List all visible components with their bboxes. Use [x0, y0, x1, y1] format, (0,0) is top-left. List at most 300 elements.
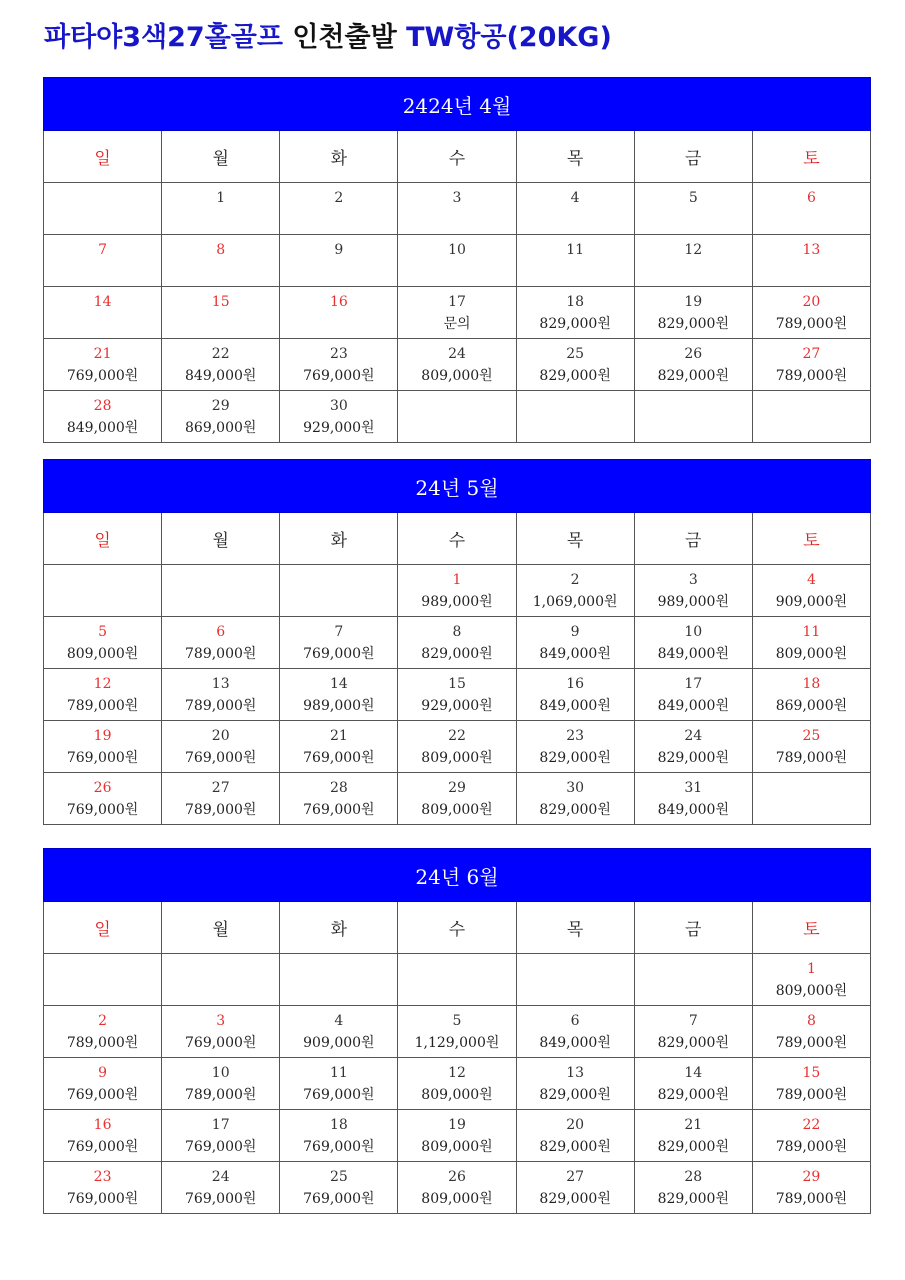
- day-price: 769,000원: [185, 750, 257, 766]
- week-row: [44, 954, 871, 1006]
- day-number: 28: [684, 1169, 703, 1185]
- day-price: 829,000원: [657, 1087, 729, 1103]
- day-cell[interactable]: [162, 183, 280, 235]
- day-cell[interactable]: [516, 721, 634, 773]
- day-number: 30: [566, 780, 585, 796]
- week-row: [44, 287, 871, 339]
- day-number: 1: [806, 961, 816, 977]
- empty-cell: [280, 954, 398, 1006]
- week-row: [44, 183, 871, 235]
- day-price: 849,000원: [66, 420, 139, 436]
- day-price: 849,000원: [657, 802, 729, 818]
- day-number: 4: [570, 190, 580, 206]
- day-number: 19: [684, 294, 703, 310]
- day-cell[interactable]: [44, 287, 162, 339]
- calendar-month-2: [43, 459, 871, 825]
- day-price: 829,000원: [539, 750, 611, 766]
- day-number: 22: [448, 728, 466, 744]
- day-number: 18: [566, 294, 585, 310]
- day-cell[interactable]: [162, 669, 280, 721]
- day-number: 5: [452, 1013, 462, 1029]
- day-price: 829,000원: [539, 1139, 611, 1155]
- day-price: 769,000원: [303, 1087, 375, 1103]
- day-cell[interactable]: [634, 773, 752, 825]
- day-cell[interactable]: [44, 391, 162, 443]
- day-number: 20: [211, 728, 230, 744]
- weekday-label: 토: [752, 513, 870, 565]
- day-number: 29: [802, 1169, 821, 1185]
- empty-cell: [516, 391, 634, 443]
- day-number: 12: [684, 242, 703, 258]
- day-cell[interactable]: [280, 235, 398, 287]
- day-price: 789,000원: [185, 646, 257, 662]
- day-number: 16: [329, 294, 348, 310]
- day-cell[interactable]: [634, 235, 752, 287]
- day-number: 11: [329, 1065, 348, 1081]
- day-price: 849,000원: [657, 646, 729, 662]
- day-price: 769,000원: [66, 368, 139, 384]
- day-number: 9: [570, 624, 580, 640]
- empty-cell: [162, 565, 280, 617]
- day-cell[interactable]: [162, 287, 280, 339]
- day-cell[interactable]: [280, 391, 398, 443]
- day-price: 769,000원: [66, 1139, 139, 1155]
- day-number: 3: [688, 572, 698, 588]
- day-price: 829,000원: [539, 368, 611, 384]
- day-cell[interactable]: [280, 183, 398, 235]
- weekday-label: 일: [44, 131, 162, 183]
- day-number: 29: [211, 398, 230, 414]
- day-number: 25: [566, 346, 585, 362]
- title-airline: TW항공(20KG): [406, 22, 612, 53]
- day-number: 19: [93, 728, 112, 744]
- day-number: 5: [98, 624, 108, 640]
- day-cell[interactable]: [280, 339, 398, 391]
- day-number: 12: [448, 1065, 466, 1081]
- day-cell[interactable]: [162, 617, 280, 669]
- day-cell[interactable]: [516, 183, 634, 235]
- day-cell[interactable]: [516, 669, 634, 721]
- day-price: 769,000원: [303, 1191, 375, 1207]
- day-price: 789,000원: [66, 1035, 139, 1051]
- day-cell[interactable]: [752, 1006, 870, 1058]
- day-number: 27: [802, 346, 821, 362]
- week-row: [44, 339, 871, 391]
- week-row: [44, 1110, 871, 1162]
- day-number: 10: [448, 242, 466, 258]
- weekday-label: 화: [280, 513, 398, 565]
- weekday-label: 토: [752, 902, 870, 954]
- day-price: 829,000원: [657, 368, 729, 384]
- day-cell[interactable]: [280, 1006, 398, 1058]
- day-cell[interactable]: [44, 1162, 162, 1214]
- day-number: 20: [566, 1117, 585, 1133]
- day-cell[interactable]: [398, 669, 516, 721]
- weekday-label: 목: [516, 131, 634, 183]
- day-cell[interactable]: [162, 339, 280, 391]
- day-number: 23: [566, 728, 585, 744]
- day-cell[interactable]: [516, 235, 634, 287]
- day-number: 7: [688, 1013, 698, 1029]
- week-row: [44, 1162, 871, 1214]
- day-price: 909,000원: [303, 1035, 375, 1051]
- day-cell[interactable]: [162, 391, 280, 443]
- day-number: 25: [329, 1169, 348, 1185]
- day-price: 829,000원: [539, 1087, 611, 1103]
- day-cell[interactable]: [752, 954, 870, 1006]
- day-price: 829,000원: [421, 646, 493, 662]
- day-number: 26: [448, 1169, 466, 1185]
- day-cell[interactable]: [398, 1162, 516, 1214]
- day-price: 809,000원: [421, 1139, 493, 1155]
- day-number: 14: [93, 294, 112, 310]
- day-number: 6: [216, 624, 226, 640]
- day-price: 769,000원: [185, 1191, 257, 1207]
- week-row: [44, 773, 871, 825]
- day-cell[interactable]: [516, 287, 634, 339]
- day-cell[interactable]: [162, 1006, 280, 1058]
- day-number: 9: [334, 242, 344, 258]
- week-row: [44, 565, 871, 617]
- day-cell[interactable]: [634, 669, 752, 721]
- day-price: 789,000원: [185, 1087, 257, 1103]
- day-price: 829,000원: [539, 316, 611, 332]
- day-price: 849,000원: [539, 1035, 611, 1051]
- day-price: 789,000원: [66, 698, 139, 714]
- day-cell[interactable]: [634, 287, 752, 339]
- day-number: 10: [684, 624, 703, 640]
- day-cell[interactable]: [398, 721, 516, 773]
- month-header: 2424년 4월: [44, 78, 871, 131]
- day-price: 789,000원: [775, 1035, 848, 1051]
- day-cell[interactable]: [280, 669, 398, 721]
- day-price: 789,000원: [775, 1087, 848, 1103]
- day-number: 27: [211, 780, 230, 796]
- day-cell[interactable]: [752, 183, 870, 235]
- day-cell[interactable]: [398, 287, 516, 339]
- day-price: 809,000원: [421, 750, 493, 766]
- day-cell[interactable]: [44, 669, 162, 721]
- day-number: 31: [684, 780, 703, 796]
- day-number: 20: [802, 294, 821, 310]
- weekday-label: 목: [516, 902, 634, 954]
- week-row: [44, 721, 871, 773]
- calendar-month-1: [43, 77, 871, 443]
- day-number: 1: [216, 190, 226, 206]
- day-price: 809,000원: [66, 646, 139, 662]
- day-price: 909,000원: [775, 594, 848, 610]
- day-cell[interactable]: [162, 1058, 280, 1110]
- day-price: 929,000원: [303, 420, 375, 436]
- day-cell[interactable]: [752, 1058, 870, 1110]
- day-number: 8: [216, 242, 226, 258]
- empty-cell: [752, 773, 870, 825]
- day-price: 829,000원: [657, 316, 729, 332]
- day-cell[interactable]: [398, 565, 516, 617]
- weekday-label: 금: [634, 513, 752, 565]
- day-number: 10: [211, 1065, 230, 1081]
- day-cell[interactable]: [280, 721, 398, 773]
- day-number: 17: [684, 676, 703, 692]
- week-row: [44, 391, 871, 443]
- day-price: 769,000원: [303, 802, 375, 818]
- weekday-label: 수: [398, 902, 516, 954]
- day-cell[interactable]: [398, 1006, 516, 1058]
- page-title: [44, 18, 612, 58]
- day-number: 24: [684, 728, 703, 744]
- day-cell[interactable]: [398, 1110, 516, 1162]
- day-price: 789,000원: [775, 1139, 848, 1155]
- day-price: 789,000원: [185, 802, 257, 818]
- day-cell[interactable]: [634, 1162, 752, 1214]
- empty-cell: [516, 954, 634, 1006]
- day-cell[interactable]: [634, 721, 752, 773]
- day-number: 18: [329, 1117, 348, 1133]
- day-price: 829,000원: [657, 1035, 729, 1051]
- day-cell[interactable]: [162, 721, 280, 773]
- day-price: 989,000원: [421, 594, 493, 610]
- weekday-label: 일: [44, 513, 162, 565]
- day-cell[interactable]: [516, 617, 634, 669]
- day-cell[interactable]: [516, 1006, 634, 1058]
- empty-cell: [44, 183, 162, 235]
- weekday-label: 수: [398, 131, 516, 183]
- day-cell[interactable]: [44, 339, 162, 391]
- day-number: 21: [684, 1117, 703, 1133]
- week-row: [44, 235, 871, 287]
- day-price: 929,000원: [421, 698, 493, 714]
- empty-cell: [634, 954, 752, 1006]
- day-price: 809,000원: [775, 983, 848, 999]
- day-number: 28: [93, 398, 112, 414]
- day-number: 4: [334, 1013, 344, 1029]
- day-cell[interactable]: [398, 235, 516, 287]
- day-number: 3: [452, 190, 462, 206]
- day-cell[interactable]: [752, 339, 870, 391]
- day-price: 769,000원: [303, 750, 375, 766]
- day-number: 21: [93, 346, 112, 362]
- week-row: [44, 1058, 871, 1110]
- day-cell[interactable]: [280, 1110, 398, 1162]
- week-row: [44, 1006, 871, 1058]
- day-cell[interactable]: [752, 287, 870, 339]
- day-price: 809,000원: [775, 646, 848, 662]
- weekday-label: 금: [634, 902, 752, 954]
- day-price: 989,000원: [303, 698, 375, 714]
- day-cell[interactable]: [752, 235, 870, 287]
- day-cell[interactable]: [516, 565, 634, 617]
- day-number: 28: [329, 780, 348, 796]
- day-price: 809,000원: [421, 368, 493, 384]
- day-cell[interactable]: [162, 1110, 280, 1162]
- empty-cell: [280, 565, 398, 617]
- day-cell[interactable]: [516, 1162, 634, 1214]
- day-number: 25: [802, 728, 821, 744]
- day-number: 21: [329, 728, 348, 744]
- weekday-label: 화: [280, 902, 398, 954]
- day-price: 769,000원: [66, 802, 139, 818]
- day-price: 769,000원: [66, 750, 139, 766]
- day-cell[interactable]: [752, 721, 870, 773]
- day-cell[interactable]: [398, 1058, 516, 1110]
- day-price: 1,129,000원: [414, 1035, 500, 1051]
- day-cell[interactable]: [516, 339, 634, 391]
- day-number: 22: [211, 346, 230, 362]
- day-price: 829,000원: [657, 750, 729, 766]
- day-cell[interactable]: [398, 617, 516, 669]
- day-number: 8: [806, 1013, 816, 1029]
- day-price: 849,000원: [539, 646, 611, 662]
- day-cell[interactable]: [44, 773, 162, 825]
- day-cell[interactable]: [634, 1058, 752, 1110]
- day-price: 869,000원: [185, 420, 257, 436]
- day-number: 19: [448, 1117, 466, 1133]
- day-cell[interactable]: [752, 1110, 870, 1162]
- empty-cell: [398, 391, 516, 443]
- day-cell[interactable]: [44, 235, 162, 287]
- day-number: 2: [570, 572, 580, 588]
- day-price: 789,000원: [775, 368, 848, 384]
- day-price: 문의: [443, 316, 471, 332]
- day-price: 849,000원: [185, 368, 257, 384]
- day-cell[interactable]: [280, 1058, 398, 1110]
- day-number: 13: [211, 676, 230, 692]
- day-number: 16: [93, 1117, 112, 1133]
- month-header: 24년 6월: [44, 849, 871, 902]
- day-cell[interactable]: [44, 1110, 162, 1162]
- day-cell[interactable]: [280, 773, 398, 825]
- day-number: 26: [93, 780, 112, 796]
- day-number: 13: [566, 1065, 585, 1081]
- empty-cell: [398, 954, 516, 1006]
- day-cell[interactable]: [398, 183, 516, 235]
- day-cell[interactable]: [634, 1006, 752, 1058]
- weekday-label: 토: [752, 131, 870, 183]
- day-number: 1: [452, 572, 462, 588]
- day-price: 869,000원: [775, 698, 848, 714]
- day-cell[interactable]: [44, 1058, 162, 1110]
- day-cell[interactable]: [752, 669, 870, 721]
- day-number: 22: [802, 1117, 821, 1133]
- day-price: 829,000원: [539, 1191, 611, 1207]
- day-price: 829,000원: [657, 1191, 729, 1207]
- day-number: 7: [98, 242, 108, 258]
- day-number: 8: [452, 624, 462, 640]
- day-cell[interactable]: [752, 1162, 870, 1214]
- day-price: 769,000원: [66, 1087, 139, 1103]
- day-cell[interactable]: [516, 1110, 634, 1162]
- day-cell[interactable]: [634, 565, 752, 617]
- calendar-month-3: [43, 848, 871, 1214]
- day-price: 1,069,000원: [532, 594, 618, 610]
- day-price: 789,000원: [775, 1191, 848, 1207]
- day-number: 24: [211, 1169, 230, 1185]
- day-number: 17: [211, 1117, 230, 1133]
- day-cell[interactable]: [398, 773, 516, 825]
- weekday-label: 월: [162, 131, 280, 183]
- day-number: 2: [334, 190, 344, 206]
- day-number: 17: [448, 294, 466, 310]
- day-cell[interactable]: [280, 1162, 398, 1214]
- weekday-label: 화: [280, 131, 398, 183]
- day-price: 829,000원: [657, 1139, 729, 1155]
- day-number: 11: [802, 624, 821, 640]
- day-number: 7: [334, 624, 344, 640]
- empty-cell: [634, 391, 752, 443]
- day-cell[interactable]: [162, 1162, 280, 1214]
- day-number: 27: [566, 1169, 585, 1185]
- day-cell[interactable]: [516, 1058, 634, 1110]
- day-number: 3: [216, 1013, 226, 1029]
- day-cell[interactable]: [752, 565, 870, 617]
- day-number: 23: [93, 1169, 112, 1185]
- day-price: 769,000원: [303, 646, 375, 662]
- empty-cell: [752, 391, 870, 443]
- day-number: 15: [448, 676, 466, 692]
- day-number: 12: [93, 676, 112, 692]
- day-cell[interactable]: [280, 287, 398, 339]
- day-price: 849,000원: [539, 698, 611, 714]
- day-cell[interactable]: [44, 1006, 162, 1058]
- day-price: 769,000원: [303, 1139, 375, 1155]
- day-number: 23: [329, 346, 348, 362]
- day-price: 769,000원: [185, 1139, 257, 1155]
- weekday-label: 월: [162, 902, 280, 954]
- day-number: 6: [570, 1013, 580, 1029]
- day-cell[interactable]: [634, 617, 752, 669]
- day-number: 15: [211, 294, 230, 310]
- day-number: 24: [448, 346, 466, 362]
- day-cell[interactable]: [44, 617, 162, 669]
- day-number: 26: [684, 346, 703, 362]
- day-cell[interactable]: [634, 339, 752, 391]
- title-product: 파타야3색27홀골프: [44, 22, 283, 53]
- day-price: 989,000원: [657, 594, 729, 610]
- day-number: 29: [448, 780, 466, 796]
- day-number: 5: [688, 190, 698, 206]
- weekday-label: 월: [162, 513, 280, 565]
- day-cell[interactable]: [752, 617, 870, 669]
- day-price: 809,000원: [421, 1191, 493, 1207]
- month-header: 24년 5월: [44, 460, 871, 513]
- weekday-label: 목: [516, 513, 634, 565]
- day-cell[interactable]: [162, 235, 280, 287]
- day-cell[interactable]: [516, 773, 634, 825]
- day-number: 6: [806, 190, 816, 206]
- day-cell[interactable]: [44, 721, 162, 773]
- day-price: 769,000원: [185, 1035, 257, 1051]
- day-price: 849,000원: [657, 698, 729, 714]
- day-price: 809,000원: [421, 802, 493, 818]
- day-cell[interactable]: [634, 183, 752, 235]
- day-price: 809,000원: [421, 1087, 493, 1103]
- day-cell[interactable]: [634, 1110, 752, 1162]
- day-price: 789,000원: [185, 698, 257, 714]
- weekday-label: 수: [398, 513, 516, 565]
- week-row: [44, 617, 871, 669]
- day-number: 14: [329, 676, 348, 692]
- day-cell[interactable]: [280, 617, 398, 669]
- day-number: 18: [802, 676, 821, 692]
- title-departure: 인천출발: [292, 22, 397, 53]
- empty-cell: [44, 954, 162, 1006]
- day-price: 789,000원: [775, 750, 848, 766]
- day-number: 9: [98, 1065, 108, 1081]
- day-number: 4: [806, 572, 816, 588]
- day-cell[interactable]: [162, 773, 280, 825]
- day-cell[interactable]: [398, 339, 516, 391]
- day-number: 11: [566, 242, 585, 258]
